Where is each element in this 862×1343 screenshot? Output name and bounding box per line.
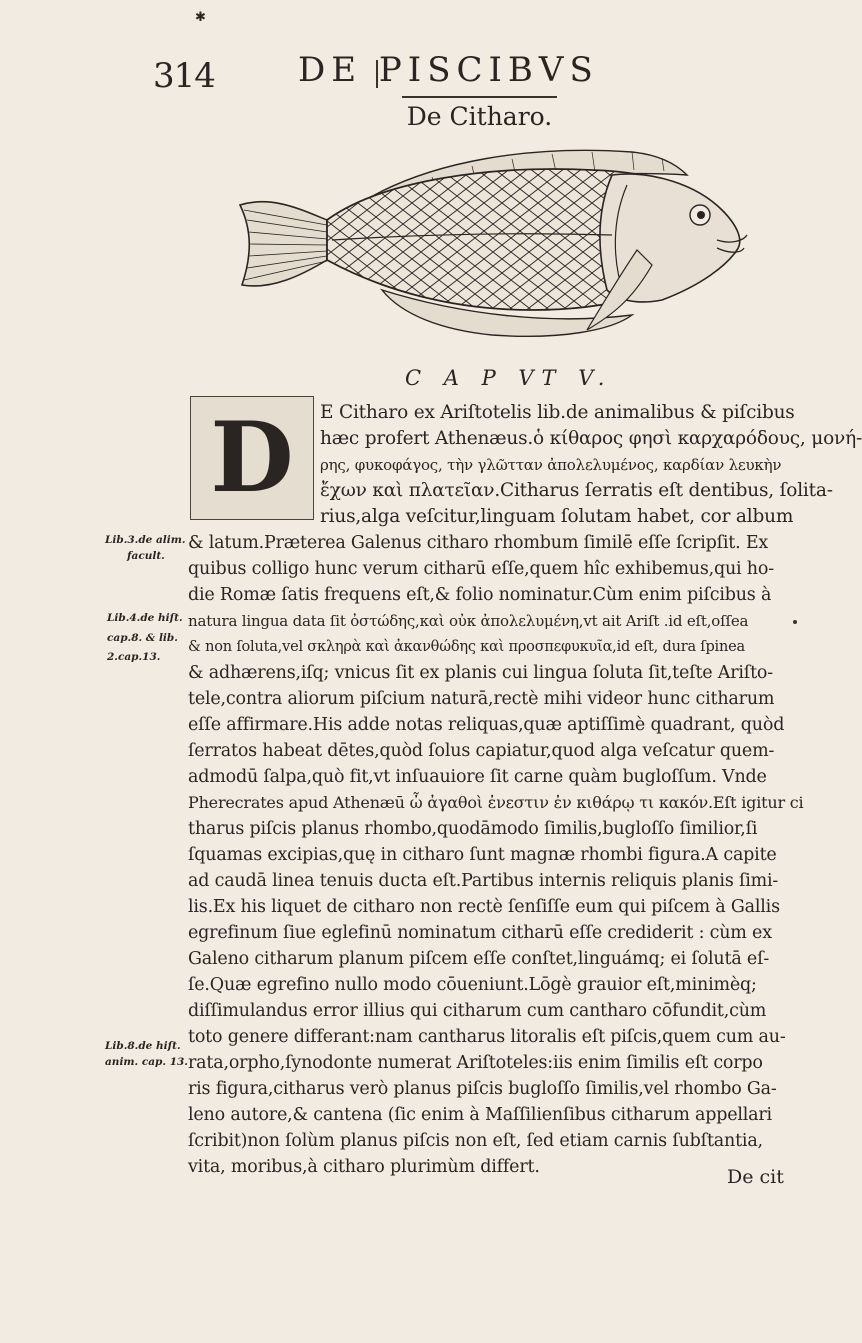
- text-line: Pherecrates apud Athenæū ὦ ἀγαθοὶ ἐνεστιν ἐν κιθάρῳ τι κακόν.Eſt igitur ci: [188, 793, 804, 812]
- catchword: De cit: [727, 1166, 784, 1188]
- text-line: admodū ſalpa,quò fit,vt inſuauiore ſit carne quàm bugloſſum. Vnde: [188, 767, 767, 787]
- text-line: rius,alga veſcitur,linguam ſolutam habet, cor album: [320, 506, 794, 527]
- text-line: ρης, φυκοφάγος, τὴν γλῶτταν ἀπολελυμένος, καρδίαν λευκὴν: [320, 456, 782, 474]
- text-line: Galeno citharum planum piſcem eſſe conſtet,linguámq; ei ſolutā eſ-: [188, 949, 770, 969]
- text-line: lis.Ex his liquet de citharo non rectè ſenſiſſe eum qui piſcem à Gallis: [188, 897, 780, 917]
- ink-dot: [793, 620, 797, 624]
- decorated-initial: [190, 396, 314, 520]
- margin-note: cap.8. & lib.: [107, 632, 178, 644]
- text-line: rata,orpho,ſynodonte numerat Ariſtoteles:iis enim ſimilis eſt corpo: [188, 1053, 763, 1073]
- text-line: natura lingua data ſit ὀστώδης,καὶ οὐκ ἀπολελυμένη,vt ait Ariſt .id eſt,oſſea: [188, 612, 749, 630]
- text-line: egrefinum ſiue eglefinū nominatum citharū eſſe crediderit : cùm ex: [188, 923, 772, 943]
- margin-note: Lib.8.de hiſt.: [105, 1040, 181, 1052]
- text-line: tharus piſcis planus rhombo,quodāmodo ſimilis,bugloſſo ſimilior,ſi: [188, 819, 758, 839]
- text-line: ad caudā linea tenuis ducta eſt.Partibus internis reliquis planis ſimi-: [188, 871, 779, 891]
- text-line: vita, moribus,à citharo plurimùm differt.: [188, 1157, 540, 1177]
- running-head: DE PISCIBVS: [298, 50, 599, 90]
- text-line: ſquamas excipias,quę in citharo ſunt magnæ rhombi figura.A capite: [188, 845, 777, 865]
- text-line: die Romæ ſatis frequens eſt,& folio nominatur.Cùm enim piſcibus à: [188, 585, 772, 605]
- text-line: hæc profert Athenæus.ὁ κίθαρος φησὶ καρχαρόδους, μονή-: [320, 428, 862, 449]
- margin-note: 2.cap.13.: [107, 651, 161, 663]
- margin-note: Lib.3.de alim.: [105, 534, 186, 546]
- text-line: tele,contra aliorum piſcium naturā,rectè mihi videor hunc citharum: [188, 689, 775, 709]
- text-line: ſe.Quæ egrefino nullo modo cōueniunt.Lōgè grauior eſt,minimèq;: [188, 975, 757, 995]
- text-line: ſcribit)non ſolùm planus piſcis non eſt, ſed etiam carnis ſubſtantia,: [188, 1131, 763, 1151]
- chapter-heading: C A P VT V.: [405, 366, 613, 390]
- text-line: ἔχων καὶ πλατεῖαν.Citharus ſerratis eſt dentibus, ſolita-: [320, 480, 833, 501]
- text-line: & adhærens,iſq; vnicus ſit ex planis cui lingua ſoluta ſit,teſte Ariſto-: [188, 663, 773, 683]
- chapter-title: De Citharo.: [402, 96, 557, 137]
- initial-letter: D: [210, 401, 294, 514]
- text-line: ſerratos habeat dētes,quòd ſolus capiatur,quod alga veſcatur quem-: [188, 741, 775, 761]
- page-mark: ✱: [195, 10, 206, 25]
- text-line: E Citharo ex Ariſtotelis lib.de animalibus & piſcibus: [320, 402, 795, 423]
- margin-note: facult.: [127, 550, 165, 562]
- margin-note: anim. cap. 13.: [105, 1056, 188, 1068]
- margin-note: Lib.4.de hiſt.: [107, 612, 183, 624]
- text-line: toto genere differant:nam cantharus litoralis eſt piſcis,quem cum au-: [188, 1027, 786, 1047]
- text-line: & non ſoluta,vel σκληρὰ καὶ ἀκανθώδης καὶ προσπεφυκυῖα,id eſt, dura ſpinea: [188, 639, 745, 655]
- text-line: & latum.Præterea Galenus citharo rhombum ſimilē eſſe ſcripſit. Ex: [188, 533, 769, 553]
- fish-illustration: [232, 140, 752, 345]
- text-line: diſſimulandus error illius qui citharum cum cantharo cōfundit,cùm: [188, 1001, 767, 1021]
- text-line: eſſe affirmare.His adde notas reliquas,quæ aptiſſimè quadrant, quòd: [188, 715, 785, 735]
- page-number: 314: [153, 56, 215, 96]
- text-line: lenо autore,& cantena (ſic enim à Maſſilienſibus citharum appellari: [188, 1105, 772, 1125]
- text-line: quibus colligo hunc verum citharū eſſe,quem hîc exhibemus,qui ho-: [188, 559, 774, 579]
- text-line: ris figura,citharus verò planus piſcis bugloſſo ſimilis,vel rhombo Ga-: [188, 1079, 777, 1099]
